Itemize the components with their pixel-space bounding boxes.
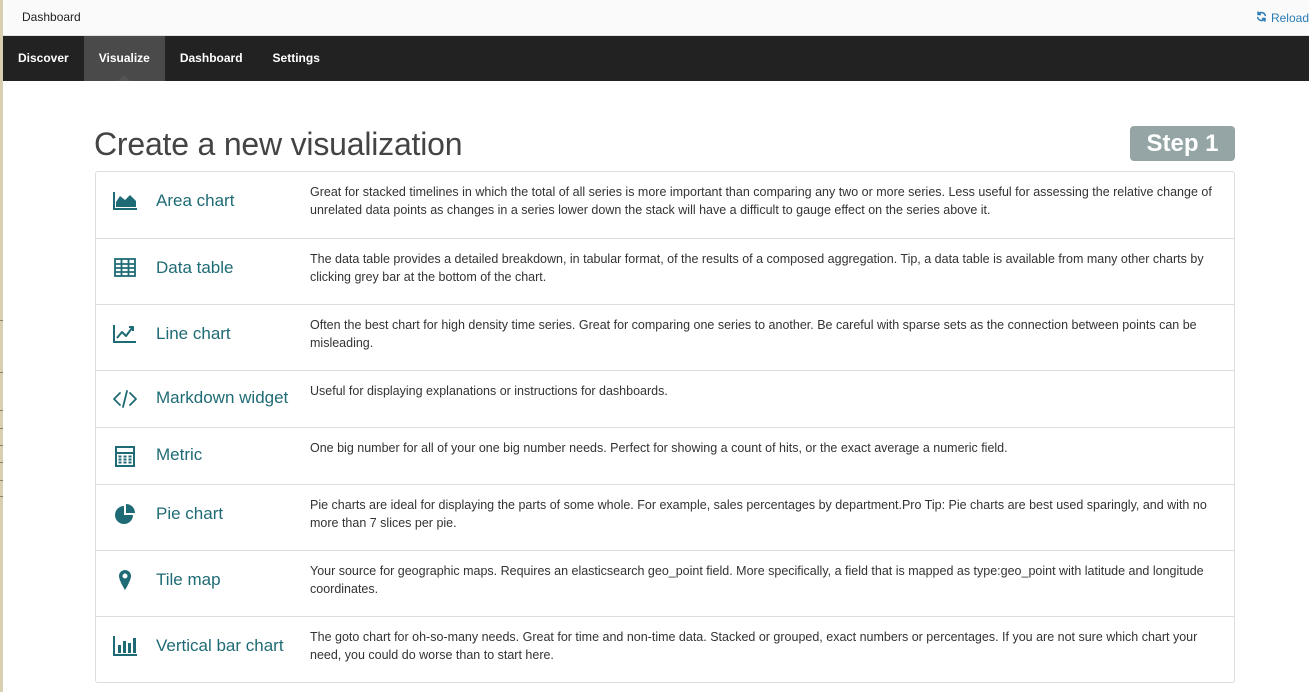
code-icon (112, 388, 138, 410)
vis-type-description: Your source for geographic maps. Requires an elasticsearch geo_point field. More specifically, a field that is mapped as type:geo_point with latitude and longitude coordinates. (310, 564, 1204, 596)
bar-chart-icon (112, 635, 138, 657)
reload-label: Reload (1270, 11, 1309, 25)
vis-type-name: Tile map (156, 570, 221, 589)
nav-tab-dashboard[interactable]: Dashboard (179, 51, 243, 65)
vis-type-name: Area chart (156, 191, 235, 210)
calculator-icon (112, 445, 138, 467)
left-window-edge (0, 0, 3, 692)
vis-type-name: Markdown widget (156, 388, 289, 407)
vis-type-name: Pie chart (156, 504, 224, 523)
nav-tab-discover[interactable]: Discover (18, 51, 69, 65)
visualization-type-list (95, 171, 1235, 683)
vis-type-data-table[interactable] (96, 238, 1234, 304)
nav-tab-settings[interactable]: Settings (272, 51, 320, 65)
vis-type-description: The goto chart for oh-so-many needs. Great for time and non-time data. Stacked or grouped, exact numbers or percentages. If you are not sure which chart your need, you could do worse than to start here. (310, 630, 1198, 662)
vis-type-name: Vertical bar chart (156, 636, 284, 655)
step-badge: Step 1 (1130, 126, 1235, 161)
vis-type-tile-map[interactable] (96, 550, 1234, 616)
vis-type-description: Often the best chart for high density time series. Great for comparing one series to another. Be careful with sparse sets as the connection between points can be misleading. (310, 318, 1197, 350)
nav-tab-visualize[interactable]: Visualize (84, 36, 165, 81)
main-navbar (3, 36, 1309, 81)
vis-type-name: Data table (156, 258, 234, 277)
vis-type-area-chart[interactable] (96, 172, 1234, 238)
refresh-icon (1256, 11, 1267, 25)
title-bar (3, 0, 1309, 36)
vis-type-description: Pie charts are ideal for displaying the parts of some whole. For example, sales percentages by department.Pro Tip: Pie charts are best used sparingly, and with no more than 7 slices per pie. (310, 498, 1207, 530)
vis-type-description: Useful for displaying explanations or instructions for dashboards. (310, 384, 668, 398)
vis-type-name: Line chart (156, 324, 231, 343)
vis-type-description: One big number for all of your one big number needs. Perfect for showing a count of hits, or the exact average a numeric field. (310, 441, 1008, 455)
vis-type-line-chart[interactable] (96, 304, 1234, 370)
map-marker-icon (112, 569, 138, 591)
line-chart-icon (112, 323, 138, 345)
vis-type-metric[interactable] (96, 427, 1234, 484)
vis-type-markdown-widget[interactable] (96, 370, 1234, 427)
vis-type-pie-chart[interactable] (96, 484, 1234, 550)
vis-type-name: Metric (156, 445, 203, 464)
pie-chart-icon (112, 503, 138, 525)
page-title: Create a new visualization (94, 126, 463, 162)
window-title: Dashboard (22, 10, 81, 24)
vis-type-vertical-bar-chart[interactable] (96, 616, 1234, 682)
area-chart-icon (112, 190, 138, 212)
table-icon (112, 257, 138, 279)
reload-button[interactable] (1256, 11, 1309, 25)
vis-type-description: The data table provides a detailed breakdown, in tabular format, of the results of a composed aggregation. Tip, a data table is available from many other charts by clicking grey bar at the bottom of the chart. (310, 252, 1204, 284)
vis-type-description: Great for stacked timelines in which the total of all series is more important than comparing any two or more series. Less useful for assessing the relative change of unrelated data points as changes in a series lower down the stack will have a difficult to gauge effect on the series above it. (310, 185, 1212, 217)
